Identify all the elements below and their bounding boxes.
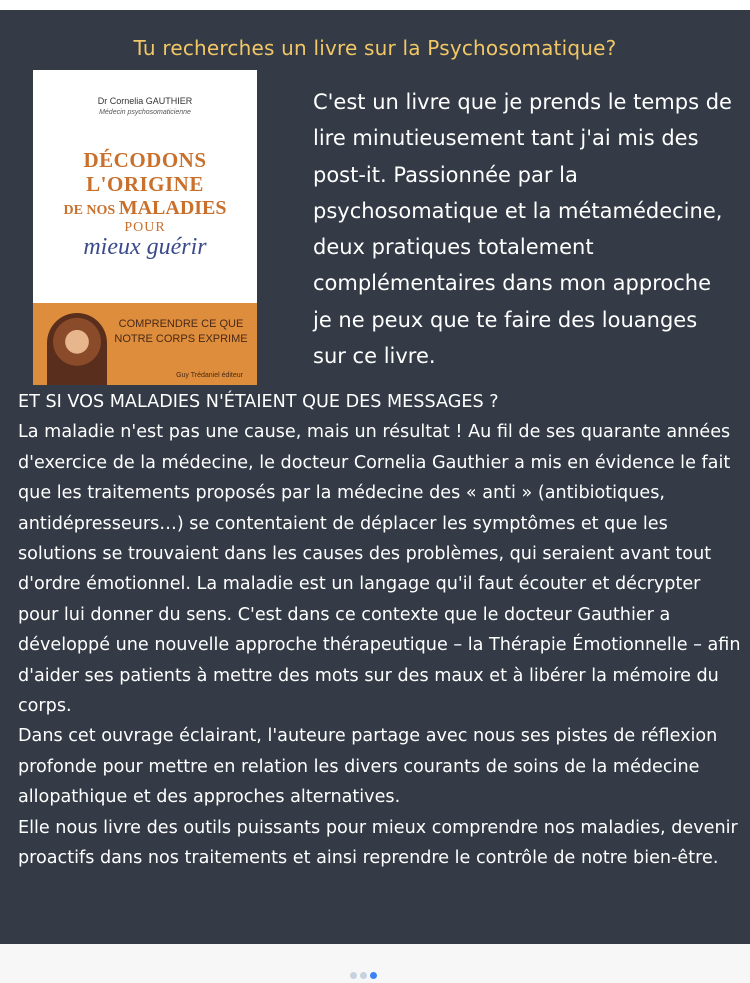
description-paragraph-2: Dans cet ouvrage éclairant, l'auteure partage avec nous ses pistes de réflexion profonde pour mettre en relation les divers courants de soins de la médecine allopathique et des approches alternatives. [18,726,718,808]
intro-paragraph: C'est un livre que je prends le temps de lire minutieusement tant j'ai mis des post-it. Passionnée par la psychosomatique et la métamédecine, deux pratiques totalement complémentaires dans mon approche je ne peux que te faire des louanges sur ce livre. [313,90,732,369]
book-band [33,303,257,385]
carousel-dot[interactable] [350,972,357,979]
book-title-pour: POUR [124,220,166,235]
description-paragraph-1: La maladie n'est pas une cause, mais un résultat ! Au fil de ses quarante années d'exercice de la médecine, le docteur Cornelia Gauthier a mis en évidence le fait que les traitements proposés par la médecine des « anti » (antibiotiques, antidépresseurs…) se contentaient de déplacer les symptômes et que les solutions se trouvaient dans les causes des problèmes, qui seraient avant tout d'ordre émotionnel. La maladie est un langage qu'il faut écouter et décrypter pour lui donner du sens. C'est dans ce contexte que le docteur Gauthier a développé une nouvelle approche thérapeutique – la Thérapie Émotionnelle – afin d'aider ses patients à mettre des mots sur des maux et à libérer la mémoire du corps. [18,422,741,717]
carousel-dots [350,964,380,983]
book-title-line3-big: MALADIES [118,197,227,219]
book-title-line3 [33,197,257,220]
post-header: Tu recherches un livre sur la Psychosomatique? [133,36,617,60]
book-title-line2: L'ORIGINE [86,172,204,196]
description-paragraph-3: Elle nous livre des outils puissants pour mieux comprendre nos maladies, devenir proactifs dans nos traitements et ainsi reprendre le contrôle de notre bien-être. [18,817,738,869]
description-heading: ET SI VOS MALADIES N'ÉTAIENT QUE DES MESSAGES ? [18,392,499,412]
carousel-dot-active[interactable] [370,972,377,979]
carousel-dot[interactable] [360,972,367,979]
book-author-title: Médecin psychosomaticienne [99,109,191,116]
book-publisher: Guy Trédaniel éditeur [176,372,243,379]
book-title-mieux: mieux guérir [83,234,207,260]
author-photo [47,313,107,385]
intro-text [313,84,733,374]
description [18,387,746,874]
book-cover [33,70,257,385]
book-band-text: COMPRENDRE CE QUE NOTRE CORPS EXPRIME [114,318,248,345]
top-strip [0,0,750,10]
book-title-line1: DÉCODONS [83,148,207,172]
book-author: Dr Cornelia GAUTHIER [97,96,193,106]
book-title-line3-small: DE NOS [63,203,119,218]
